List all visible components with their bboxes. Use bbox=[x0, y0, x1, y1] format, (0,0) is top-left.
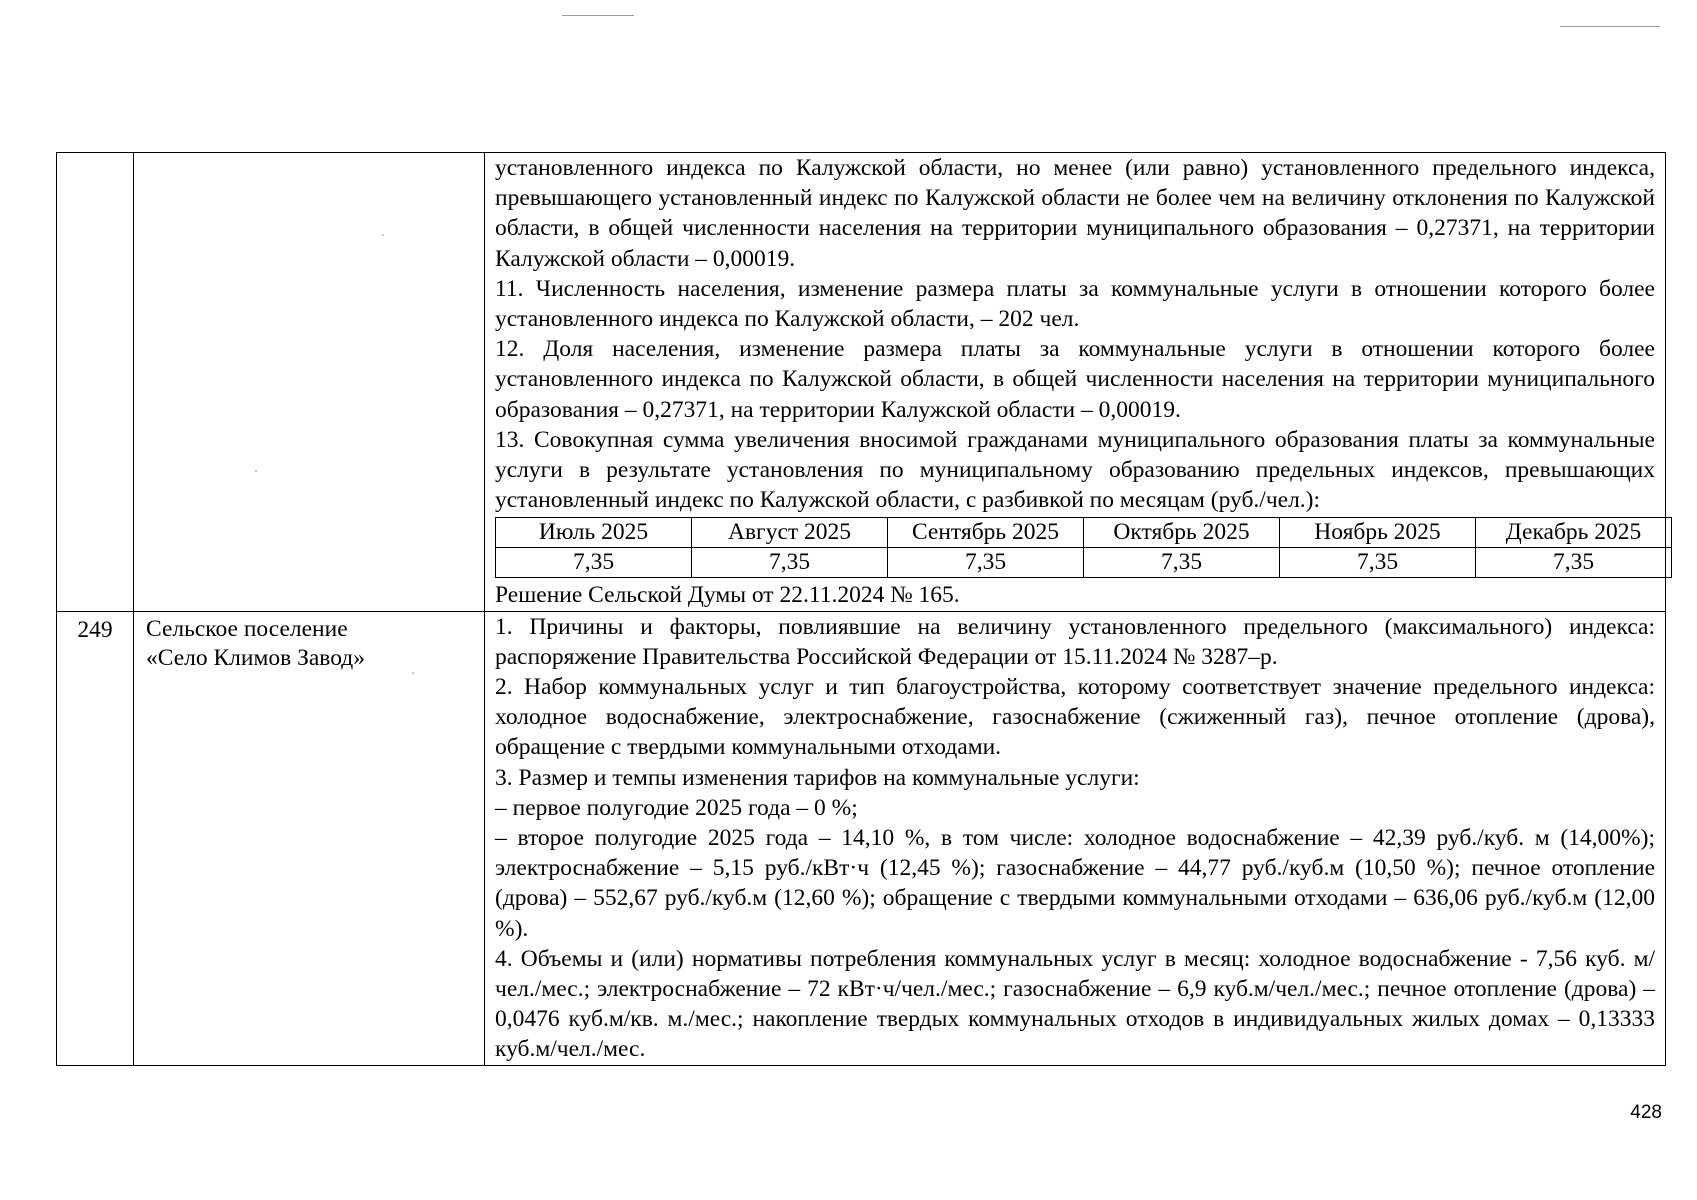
indices-table bbox=[56, 152, 1666, 1066]
decision-text: Решение Сельской Думы от 22.11.2024 № 165. bbox=[495, 582, 960, 609]
monthly-increase-table bbox=[495, 517, 1672, 578]
paragraph: 11. Численность населения, изменение размера платы за коммунальные услуги в отношении которого более установленного индекса по Калужской области, – 202 чел. bbox=[495, 275, 1655, 333]
page-number: 428 bbox=[1630, 1102, 1662, 1123]
paragraph: 3. Размер и темпы изменения тарифов на коммунальные услуги: bbox=[495, 764, 1140, 791]
row-number: 249 bbox=[57, 611, 134, 1065]
row-details bbox=[485, 153, 1666, 612]
paragraph: 2. Набор коммунальных услуг и тип благоустройства, которому соответствует значение предельного индекса: холодное водоснабжение, электроснабжение, газоснабжение (сжиженный газ), печное отопление (дрова), обращение с твердыми коммунальными отходами. bbox=[495, 674, 1655, 761]
month-value: 7,35 bbox=[888, 548, 1084, 578]
municipality-name bbox=[134, 153, 485, 612]
month-value: 7,35 bbox=[496, 548, 692, 578]
paragraph: – первое полугодие 2025 года – 0 %; bbox=[495, 794, 858, 821]
paragraph: 4. Объемы и (или) нормативы потребления коммунальных услуг в месяц: холодное водоснабжение - 7,56 куб. м/чел./мес.; электроснабжение – 72 кВт·ч/чел./мес.; газоснабжение – 6,9 куб.м/чел./мес.; печное отопление (дрова) – 0,0476 куб.м/кв. м./мес.; накопление твердых коммунальных отходов в индивидуальных жилых домах – 0,13333 куб.м/чел./мес. bbox=[495, 945, 1655, 1063]
paragraph: 1. Причины и факторы, повлиявшие на величину установленного предельного (максимального) индекса: распоряжение Правительства Российской Федерации от 15.11.2024 № 3287–р. bbox=[495, 613, 1655, 670]
row-number bbox=[57, 153, 134, 612]
paragraph: – второе полугодие 2025 года – 14,10 %, в том числе: холодное водоснабжение – 42,39 руб./куб. м (14,00%); электроснабжение – 5,15 руб./кВт·ч (12,45 %); газоснабжение – 44,77 руб./куб.м (10,50 %); печное отопление (дрова) – 552,67 руб./куб.м (12,60 %); обращение с твердыми коммунальными отходами – 636,06 руб./куб.м (12,00 %). bbox=[495, 825, 1655, 942]
months-values-row bbox=[496, 548, 1672, 578]
scan-artifact-line bbox=[1560, 26, 1660, 27]
month-header: Октябрь 2025 bbox=[1084, 518, 1280, 548]
paragraph: 12. Доля населения, изменение размера платы за коммунальные услуги в отношении которого более установленного индекса по Калужской области, в общей численности населения на территории муниципального образования – 0,27371, на территории Калужской области – 0,00019. bbox=[495, 336, 1655, 423]
municipality-name: Сельское поселение «Село Климов Завод» bbox=[134, 611, 485, 1065]
table-row bbox=[57, 611, 1666, 1065]
scan-artifact-line bbox=[562, 15, 634, 16]
table-row bbox=[57, 153, 1666, 612]
month-header: Сентябрь 2025 bbox=[888, 518, 1084, 548]
paragraph: 13. Совокупная сумма увеличения вносимой гражданами муниципального образования платы за коммунальные услуги в результате установления по муниципальному образованию предельных индексов, превышающих установленный индекс по Калужской области, с разбивкой по месяцам (руб./чел.): bbox=[495, 426, 1655, 514]
month-header: Август 2025 bbox=[692, 518, 888, 548]
month-header: Декабрь 2025 bbox=[1476, 518, 1672, 548]
month-value: 7,35 bbox=[1084, 548, 1280, 578]
month-value: 7,35 bbox=[692, 548, 888, 578]
month-value: 7,35 bbox=[1280, 548, 1476, 578]
months-header-row bbox=[496, 518, 1672, 548]
month-header: Ноябрь 2025 bbox=[1280, 518, 1476, 548]
paragraph: установленного индекса по Калужской области, но менее (или равно) установленного предельного индекса, превышающего установленный индекс по Калужской области не более чем на величину отклонения по Калужской области, в общей численности населения на территории муниципального образования – 0,27371, на территории Калужской области – 0,00019. bbox=[495, 155, 1655, 272]
month-header: Июль 2025 bbox=[496, 518, 692, 548]
month-value: 7,35 bbox=[1476, 548, 1672, 578]
row-details bbox=[485, 611, 1666, 1065]
